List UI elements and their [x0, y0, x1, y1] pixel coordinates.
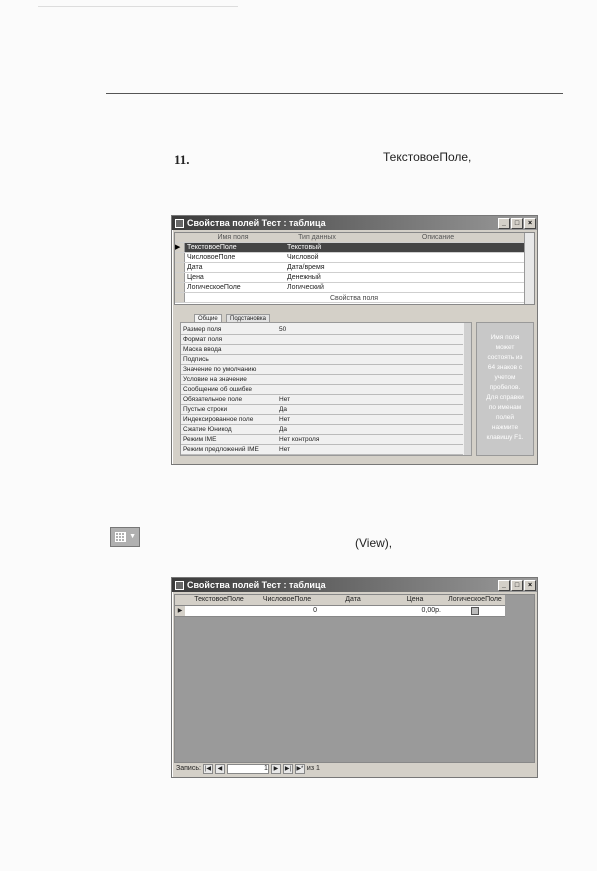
row-selector[interactable]	[175, 263, 185, 272]
help-line: Для справки	[486, 394, 524, 401]
property-row[interactable]	[181, 395, 463, 405]
property-label: Условие на значение	[183, 376, 247, 383]
table-icon	[175, 581, 184, 590]
cell-number[interactable]: 0	[313, 607, 317, 614]
property-label: Маска ввода	[183, 346, 222, 353]
property-row[interactable]	[181, 405, 463, 415]
window-titlebar	[172, 578, 537, 592]
property-value[interactable]: Нет контроля	[279, 436, 320, 443]
field-name: ТекстовоеПоле	[187, 244, 237, 251]
field-type: Логический	[287, 284, 324, 291]
property-row[interactable]	[181, 335, 463, 345]
property-row[interactable]	[181, 345, 463, 355]
property-label: Размер поля	[183, 326, 222, 333]
property-row[interactable]	[181, 425, 463, 435]
design-view-window	[171, 215, 538, 465]
datasheet-row[interactable]	[175, 606, 505, 617]
field-type: Текстовый	[287, 244, 322, 251]
property-label: Сообщение об ошибке	[183, 386, 253, 393]
help-line: полей	[495, 414, 515, 421]
column-header[interactable]: ТекстовоеПоле	[194, 596, 244, 603]
property-value[interactable]: Да	[279, 426, 288, 433]
first-record-button[interactable]: |◀	[204, 766, 212, 772]
property-label: Формат поля	[183, 336, 223, 343]
datasheet-header	[175, 595, 505, 606]
row-selector-arrow-icon[interactable]: ▶	[175, 243, 185, 252]
previous-record-button[interactable]: ◀	[215, 764, 225, 774]
property-row[interactable]	[181, 325, 463, 335]
help-box	[476, 322, 534, 456]
column-header[interactable]: ЧисловоеПоле	[262, 596, 312, 603]
help-line: 64 знаков с	[487, 364, 523, 371]
property-value[interactable]: Нет	[279, 446, 291, 453]
field-name: ЧисловоеПоле	[187, 254, 236, 261]
column-header-description: Описание	[421, 234, 455, 241]
tab-general[interactable]: Общие	[194, 314, 222, 323]
dropdown-arrow-icon[interactable]: ▼	[129, 533, 136, 540]
column-header-name: Имя поля	[217, 234, 249, 241]
field-type: Числовой	[287, 254, 319, 261]
property-label: Значение по умолчанию	[183, 366, 257, 373]
properties-panel	[180, 322, 472, 456]
properties-scrollbar[interactable]	[464, 323, 471, 455]
property-label: Обязательное поле	[183, 396, 243, 403]
row-selector[interactable]	[175, 283, 185, 292]
row-selector[interactable]	[175, 293, 185, 302]
help-line: пробелов.	[489, 384, 521, 391]
column-header[interactable]: Цена	[406, 596, 424, 603]
field-row[interactable]	[175, 243, 524, 253]
header-rule	[106, 93, 563, 94]
column-header[interactable]: ЛогическоеПоле	[448, 596, 502, 603]
property-row[interactable]	[181, 365, 463, 375]
help-line: клавишу F1.	[486, 434, 524, 441]
property-label: Режим IME	[183, 436, 217, 443]
property-label: Подпись	[183, 356, 209, 363]
field-row[interactable]	[175, 283, 524, 293]
maximize-button[interactable]: □	[511, 218, 523, 229]
property-label: Сжатие Юникод	[183, 426, 232, 433]
table-icon	[175, 219, 184, 228]
row-selector-arrow-icon[interactable]: ▶	[175, 606, 185, 616]
property-value[interactable]: Да	[279, 406, 288, 413]
minimize-button[interactable]: _	[498, 218, 510, 229]
view-toolbar-button[interactable]	[110, 527, 140, 547]
property-row[interactable]	[181, 385, 463, 395]
view-label: (View),	[355, 536, 393, 550]
grid-header	[175, 233, 524, 243]
field-type: Денежный	[287, 274, 321, 281]
window-titlebar	[172, 216, 537, 230]
field-properties-title: Свойства поля	[330, 295, 379, 302]
help-line: учетом	[494, 374, 516, 381]
field-name: Цена	[187, 274, 204, 281]
maximize-button[interactable]: □	[511, 580, 523, 591]
field-name: ЛогическоеПоле	[187, 284, 241, 291]
record-label: Запись:	[176, 765, 201, 772]
property-row[interactable]	[181, 375, 463, 385]
close-button[interactable]: ×	[524, 218, 536, 229]
row-selector[interactable]	[175, 273, 185, 282]
help-line: нажмите	[491, 424, 519, 431]
window-title: Свойства полей Тест : таблица	[187, 580, 326, 590]
property-row[interactable]	[181, 415, 463, 425]
property-value[interactable]: 50	[279, 326, 287, 333]
datasheet-area	[174, 594, 535, 763]
field-row[interactable]	[175, 253, 524, 263]
next-record-button[interactable]: ▶	[271, 764, 281, 774]
new-record-button[interactable]: ▶*	[296, 766, 304, 772]
property-label: Режим предложений IME	[183, 446, 259, 453]
cell-price[interactable]: 0,00р.	[421, 607, 441, 614]
column-header[interactable]: Дата	[345, 596, 361, 603]
property-row[interactable]	[181, 355, 463, 365]
step-number: 11.	[174, 152, 190, 167]
row-selector[interactable]	[175, 253, 185, 262]
step-field-name: ТекстовоеПоле,	[383, 150, 472, 164]
record-number-input[interactable]: 1	[227, 764, 269, 774]
column-header-type: Тип данных	[298, 234, 336, 241]
last-record-button[interactable]: ▶|	[284, 766, 292, 772]
window-title: Свойства полей Тест : таблица	[187, 218, 326, 228]
help-line: по именам	[488, 404, 522, 411]
property-label: Пустые строки	[183, 406, 228, 413]
datasheet-window	[171, 577, 538, 778]
help-line: Имя поля	[490, 334, 520, 341]
minimize-button[interactable]: _	[498, 580, 510, 591]
property-row[interactable]	[181, 435, 463, 445]
field-name: Дата	[187, 264, 203, 271]
property-row[interactable]	[181, 445, 463, 455]
tab-lookup[interactable]: Подстановка	[226, 314, 270, 324]
field-row[interactable]	[175, 263, 524, 273]
help-line: состоять из	[487, 354, 523, 361]
record-navigation-bar	[176, 764, 320, 774]
property-value[interactable]: Нет	[279, 416, 291, 423]
checkbox-icon[interactable]	[471, 607, 479, 615]
grid-scrollbar[interactable]	[524, 233, 534, 304]
top-rule-faint	[38, 6, 238, 7]
field-type: Дата/время	[287, 264, 325, 271]
field-row[interactable]	[175, 273, 524, 283]
table-view-icon	[115, 532, 126, 542]
property-value[interactable]: Нет	[279, 396, 291, 403]
close-button[interactable]: ×	[524, 580, 536, 591]
property-label: Индексированное поле	[183, 416, 254, 423]
record-count: из 1	[306, 765, 320, 772]
help-line: может	[495, 344, 515, 351]
